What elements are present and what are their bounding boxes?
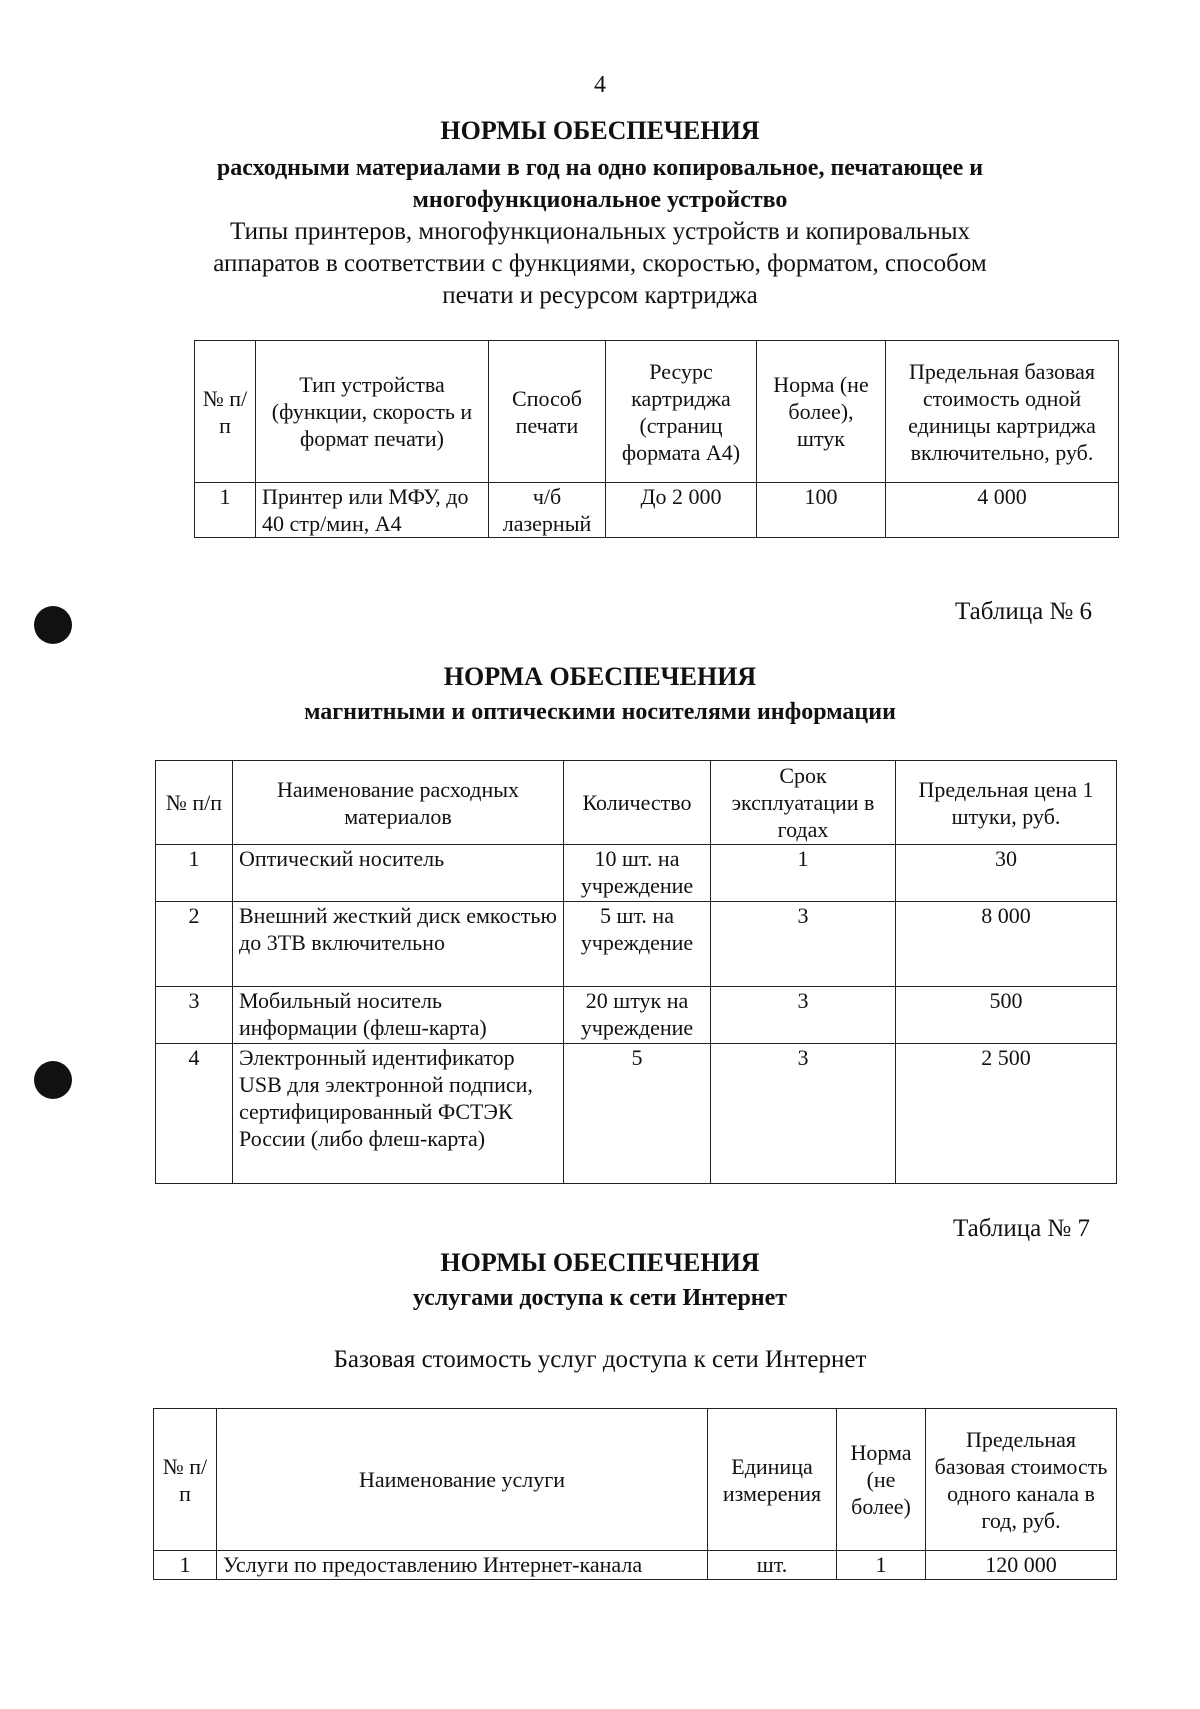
cell-service-life: 1 <box>711 845 896 902</box>
section1-desc-line3: печати и ресурсом картриджа <box>442 282 758 309</box>
col-header-number: № п/п <box>195 341 256 483</box>
section3-title: НОРМЫ ОБЕСПЕЧЕНИЯ <box>440 1248 760 1277</box>
cell-price-per-unit: 500 <box>896 987 1117 1044</box>
col-header-unit: Единица измерения <box>708 1409 837 1551</box>
cell-quantity: 20 штук на учреждение <box>564 987 711 1044</box>
col-header-print-method: Способ печати <box>489 341 606 483</box>
table-header-row <box>195 341 1119 483</box>
table-header-row <box>156 761 1117 845</box>
section1-title: НОРМЫ ОБЕСПЕЧЕНИЯ <box>440 116 760 145</box>
col-header-material-name: Наименование расходных материалов <box>233 761 564 845</box>
cell-number: 1 <box>154 1551 217 1580</box>
col-header-number: № п/п <box>154 1409 217 1551</box>
section1-desc-line1: Типы принтеров, многофункциональных устройств и копировальных <box>230 218 970 245</box>
cell-number: 4 <box>156 1044 233 1184</box>
table-row <box>156 845 1117 902</box>
section1-subtitle-line2: многофункциональное устройство <box>412 187 788 213</box>
table-row <box>154 1551 1117 1580</box>
table-row <box>195 483 1119 538</box>
cell-material-name: Электронный идентификатор USB для электронной подписи, сертифицированный ФСТЭК России (либо флеш-карта) <box>233 1044 564 1184</box>
cell-service-life: 3 <box>711 987 896 1044</box>
cell-price-per-unit: 30 <box>896 845 1117 902</box>
table-6-label: Таблица № 6 <box>955 598 1093 625</box>
col-header-channel-price: Предельная базовая стоимость одного канала в год, руб. <box>926 1409 1117 1551</box>
cell-price: 4 000 <box>886 483 1119 538</box>
cell-number: 1 <box>156 845 233 902</box>
col-header-service-name: Наименование услуги <box>217 1409 708 1551</box>
storage-media-table <box>155 760 1117 1184</box>
section3-caption: Базовая стоимость услуг доступа к сети Интернет <box>333 1346 867 1373</box>
table-row <box>156 1044 1117 1184</box>
cell-service-life: 3 <box>711 902 896 987</box>
internet-services-table <box>153 1408 1117 1580</box>
table-7-label: Таблица № 7 <box>953 1215 1091 1242</box>
cell-service-name: Услуги по предоставлению Интернет-канала <box>217 1551 708 1580</box>
cell-price-per-unit: 2 500 <box>896 1044 1117 1184</box>
table-row <box>156 902 1117 987</box>
cell-number: 1 <box>195 483 256 538</box>
cell-quantity: 5 шт. на учреждение <box>564 902 711 987</box>
col-header-number: № п/п <box>156 761 233 845</box>
table-row <box>156 987 1117 1044</box>
col-header-price: Предельная базовая стоимость одной единицы картриджа включительно, руб. <box>886 341 1119 483</box>
cell-cartridge-resource: До 2 000 <box>606 483 757 538</box>
col-header-device-type: Тип устройства (функции, скорость и формат печати) <box>256 341 489 483</box>
cell-service-life: 3 <box>711 1044 896 1184</box>
cell-device-type: Принтер или МФУ, до 40 стр/мин, А4 <box>256 483 489 538</box>
section2-subtitle: магнитными и оптическими носителями информации <box>304 699 896 725</box>
table-header-row <box>154 1409 1117 1551</box>
cell-number: 2 <box>156 902 233 987</box>
section3-subtitle: услугами доступа к сети Интернет <box>412 1285 788 1311</box>
cell-quantity: 10 шт. на учреждение <box>564 845 711 902</box>
section1-subtitle-line1: расходными материалами в год на одно копировальное, печатающее и <box>216 155 984 181</box>
col-header-cartridge-resource: Ресурс картриджа (страниц формата А4) <box>606 341 757 483</box>
cell-channel-price: 120 000 <box>926 1551 1117 1580</box>
printer-consumables-table <box>194 340 1119 538</box>
punch-hole-mark <box>34 1061 72 1099</box>
cell-material-name: Оптический носитель <box>233 845 564 902</box>
cell-material-name: Внешний жесткий диск емкостью до 3ТВ включительно <box>233 902 564 987</box>
cell-print-method: ч/б лазерный <box>489 483 606 538</box>
col-header-price-per-unit: Предельная цена 1 штуки, руб. <box>896 761 1117 845</box>
cell-price-per-unit: 8 000 <box>896 902 1117 987</box>
cell-norm: 1 <box>837 1551 926 1580</box>
page-number: 4 <box>594 72 606 98</box>
punch-hole-mark <box>34 606 72 644</box>
section2-title: НОРМА ОБЕСПЕЧЕНИЯ <box>443 662 757 691</box>
cell-norm: 100 <box>757 483 886 538</box>
col-header-norm: Норма (не более), штук <box>757 341 886 483</box>
cell-material-name: Мобильный носитель информации (флеш-карта) <box>233 987 564 1044</box>
cell-unit: шт. <box>708 1551 837 1580</box>
section1-desc-line2: аппаратов в соответствии с функциями, скоростью, форматом, способом <box>213 250 987 277</box>
cell-quantity: 5 <box>564 1044 711 1184</box>
col-header-norm: Норма (не более) <box>837 1409 926 1551</box>
cell-number: 3 <box>156 987 233 1044</box>
col-header-service-life: Срок эксплуатации в годах <box>711 761 896 845</box>
col-header-quantity: Количество <box>564 761 711 845</box>
